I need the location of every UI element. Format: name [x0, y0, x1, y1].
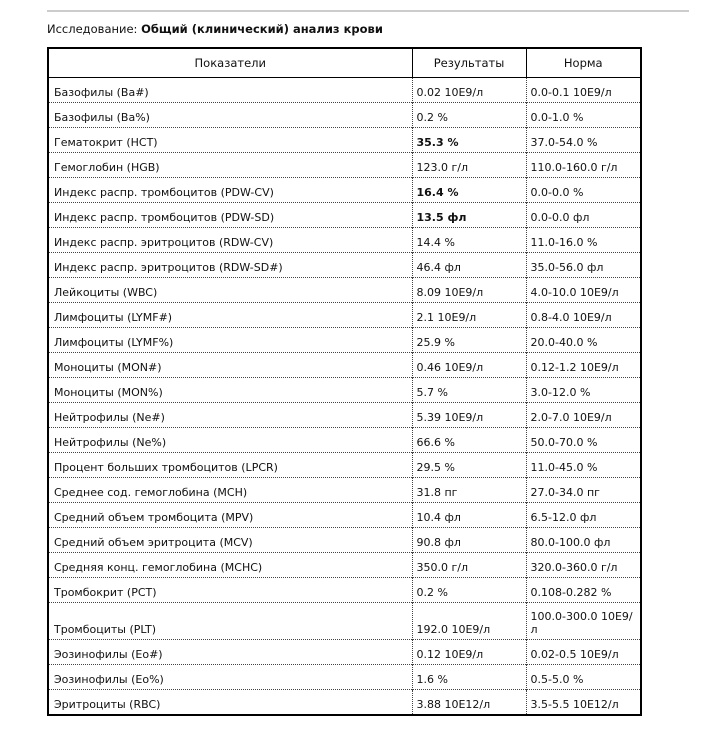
norm-cell: 0.108-0.282 % [526, 578, 641, 603]
parameter-cell: Моноциты (MON#) [48, 353, 412, 378]
table-row [48, 503, 641, 528]
result-cell: 123.0 г/л [412, 153, 526, 178]
table-header-row [48, 48, 641, 78]
result-cell: 13.5 фл [412, 203, 526, 228]
result-cell: 66.6 % [412, 428, 526, 453]
norm-cell: 0.0-1.0 % [526, 103, 641, 128]
norm-cell: 0.02-0.5 10E9/л [526, 640, 641, 665]
table-row [48, 603, 641, 640]
norm-cell: 0.5-5.0 % [526, 665, 641, 690]
table-row [48, 103, 641, 128]
result-cell: 0.02 10E9/л [412, 78, 526, 103]
norm-cell: 2.0-7.0 10E9/л [526, 403, 641, 428]
table-row [48, 203, 641, 228]
result-cell: 25.9 % [412, 328, 526, 353]
parameter-cell: Эритроциты (RBC) [48, 690, 412, 715]
norm-cell: 0.0-0.0 % [526, 178, 641, 203]
result-cell: 192.0 10E9/л [412, 603, 526, 640]
norm-cell: 6.5-12.0 фл [526, 503, 641, 528]
parameter-cell: Лейкоциты (WBC) [48, 278, 412, 303]
norm-cell: 100.0-300.0 10E9/л [526, 603, 641, 640]
norm-cell: 4.0-10.0 10E9/л [526, 278, 641, 303]
result-cell: 0.2 % [412, 103, 526, 128]
result-cell: 14.4 % [412, 228, 526, 253]
result-cell: 3.88 10E12/л [412, 690, 526, 715]
table-row [48, 665, 641, 690]
column-header-parameter: Показатели [48, 48, 412, 78]
parameter-cell: Индекс распр. эритроцитов (RDW-CV) [48, 228, 412, 253]
parameter-cell: Нейтрофилы (Ne#) [48, 403, 412, 428]
result-cell: 10.4 фл [412, 503, 526, 528]
result-cell: 16.4 % [412, 178, 526, 203]
table-row [48, 378, 641, 403]
norm-cell: 0.12-1.2 10E9/л [526, 353, 641, 378]
parameter-cell: Гематокрит (HCT) [48, 128, 412, 153]
parameter-cell: Базофилы (Ba#) [48, 78, 412, 103]
norm-cell: 0.0-0.1 10E9/л [526, 78, 641, 103]
table-row [48, 153, 641, 178]
result-cell: 0.2 % [412, 578, 526, 603]
norm-cell: 80.0-100.0 фл [526, 528, 641, 553]
norm-cell: 320.0-360.0 г/л [526, 553, 641, 578]
result-cell: 0.12 10E9/л [412, 640, 526, 665]
parameter-cell: Базофилы (Ba%) [48, 103, 412, 128]
parameter-cell: Эозинофилы (Eo#) [48, 640, 412, 665]
result-cell: 8.09 10E9/л [412, 278, 526, 303]
parameter-cell: Среднее сод. гемоглобина (MCH) [48, 478, 412, 503]
table-row [48, 128, 641, 153]
norm-cell: 110.0-160.0 г/л [526, 153, 641, 178]
column-header-result: Результаты [412, 48, 526, 78]
parameter-cell: Средняя конц. гемоглобина (MCHC) [48, 553, 412, 578]
table-row [48, 328, 641, 353]
table-row [48, 228, 641, 253]
norm-cell: 11.0-16.0 % [526, 228, 641, 253]
table-row [48, 428, 641, 453]
result-cell: 29.5 % [412, 453, 526, 478]
result-cell: 350.0 г/л [412, 553, 526, 578]
result-cell: 1.6 % [412, 665, 526, 690]
study-title [47, 22, 383, 36]
parameter-cell: Процент больших тромбоцитов (LPCR) [48, 453, 412, 478]
result-cell: 0.46 10E9/л [412, 353, 526, 378]
table-row [48, 78, 641, 103]
norm-cell: 50.0-70.0 % [526, 428, 641, 453]
norm-cell: 27.0-34.0 пг [526, 478, 641, 503]
parameter-cell: Индекс распр. эритроцитов (RDW-SD#) [48, 253, 412, 278]
norm-cell: 3.5-5.5 10E12/л [526, 690, 641, 715]
table-row [48, 690, 641, 715]
parameter-cell: Эозинофилы (Eo%) [48, 665, 412, 690]
norm-cell: 20.0-40.0 % [526, 328, 641, 353]
table-row [48, 528, 641, 553]
table-row [48, 478, 641, 503]
parameter-cell: Моноциты (MON%) [48, 378, 412, 403]
cbc-results-table [47, 47, 642, 716]
table-row [48, 453, 641, 478]
parameter-cell: Нейтрофилы (Ne%) [48, 428, 412, 453]
column-header-norm: Норма [526, 48, 641, 78]
result-cell: 35.3 % [412, 128, 526, 153]
parameter-cell: Тромбоциты (PLT) [48, 603, 412, 640]
result-cell: 2.1 10E9/л [412, 303, 526, 328]
table-row [48, 578, 641, 603]
table-row [48, 640, 641, 665]
parameter-cell: Индекс распр. тромбоцитов (PDW-SD) [48, 203, 412, 228]
table-row [48, 278, 641, 303]
parameter-cell: Тромбокрит (PCT) [48, 578, 412, 603]
parameter-cell: Индекс распр. тромбоцитов (PDW-CV) [48, 178, 412, 203]
result-cell: 5.7 % [412, 378, 526, 403]
study-label: Исследование: [47, 22, 138, 36]
result-cell: 31.8 пг [412, 478, 526, 503]
norm-cell: 3.0-12.0 % [526, 378, 641, 403]
study-name: Общий (клинический) анализ крови [141, 22, 383, 36]
table-row [48, 253, 641, 278]
parameter-cell: Лимфоциты (LYMF#) [48, 303, 412, 328]
parameter-cell: Гемоглобин (HGB) [48, 153, 412, 178]
norm-cell: 0.0-0.0 фл [526, 203, 641, 228]
result-cell: 5.39 10E9/л [412, 403, 526, 428]
norm-cell: 37.0-54.0 % [526, 128, 641, 153]
parameter-cell: Средний объем тромбоцита (MPV) [48, 503, 412, 528]
parameter-cell: Средний объем эритроцита (MCV) [48, 528, 412, 553]
result-cell: 90.8 фл [412, 528, 526, 553]
norm-cell: 0.8-4.0 10E9/л [526, 303, 641, 328]
result-cell: 46.4 фл [412, 253, 526, 278]
table-row [48, 403, 641, 428]
table-row [48, 178, 641, 203]
norm-cell: 35.0-56.0 фл [526, 253, 641, 278]
parameter-cell: Лимфоциты (LYMF%) [48, 328, 412, 353]
table-row [48, 303, 641, 328]
table-row [48, 353, 641, 378]
table-row [48, 553, 641, 578]
norm-cell: 11.0-45.0 % [526, 453, 641, 478]
top-divider [47, 10, 689, 12]
